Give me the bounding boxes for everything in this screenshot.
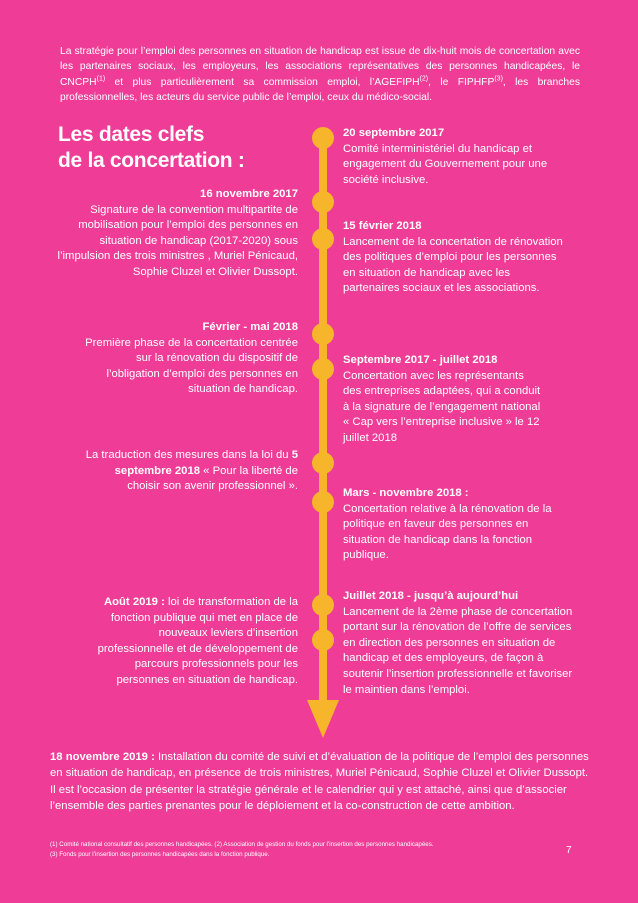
intro-text: La stratégie pour l’emploi des personnes en situation de handicap est issue de dix-huit mois de concertation avec les partenaires sociaux, les employeurs, les associations représentatives des personnes handicapées, le CNCPH xyxy=(60,46,580,88)
heading-line: de la concertation : xyxy=(58,149,245,172)
closing-paragraph xyxy=(50,749,590,815)
timeline-dot xyxy=(312,191,334,213)
intro-text: et plus particulièrement sa commission emploi, l’AGEFIPH xyxy=(105,76,420,88)
event-text: Concertation avec les représentants des entreprises adaptées, qui a conduit à la signature de l’engagement national « Cap vers l’entreprise inclusive » le 12 juillet 2018 xyxy=(343,369,541,444)
intro-text: , les branches professionnelles, les acteurs du service public de l’emploi, ceux du médico-social. xyxy=(60,76,580,104)
timeline-dot xyxy=(312,491,334,513)
footnotes xyxy=(50,840,550,859)
section-heading xyxy=(58,122,298,174)
timeline-dot xyxy=(312,228,334,250)
timeline-event xyxy=(343,219,565,297)
timeline-event xyxy=(52,187,298,281)
event-text: loi de transformation de la fonction publique qui met en place de nouveaux leviers d’insertion professionnelle et de développement de parcours professionnels pour les personnes en situation de handicap. xyxy=(97,596,298,686)
timeline-event xyxy=(86,595,298,689)
timeline-dot xyxy=(312,629,334,651)
event-date: Juillet 2018 - jusqu’à aujourd’hui xyxy=(343,590,519,602)
event-text: Lancement de la concertation de rénovation des politiques d’emploi pour les personnes en situation de handicap avec les partenaires sociaux et les associations. xyxy=(343,235,563,295)
timeline-event xyxy=(343,589,579,698)
event-text: « Pour la liberté de choisir son avenir professionnel ». xyxy=(127,464,298,493)
timeline-line xyxy=(319,130,327,705)
event-date: 5 septembre 2018 xyxy=(114,449,298,477)
footnote-ref: (2) xyxy=(419,75,429,83)
page-number: 7 xyxy=(566,845,572,856)
event-text: Signature de la convention multipartite de mobilisation pour l’emploi des personnes en situation de handicap (2017-2020) sous l’impulsion des trois ministres , Muriel Pénicaud, Sophie Cluzel et Olivier Dussopt. xyxy=(57,203,298,278)
event-date: Septembre 2017 - juillet 2018 xyxy=(343,354,498,366)
timeline-dot xyxy=(312,452,334,474)
timeline-dot xyxy=(312,127,334,149)
event-date: Mars - novembre 2018 : xyxy=(343,487,469,499)
event-date: 20 septembre 2017 xyxy=(343,127,445,139)
intro-paragraph xyxy=(60,44,580,106)
event-date: 16 novembre 2017 xyxy=(200,188,298,200)
timeline-event xyxy=(343,353,543,447)
timeline-dot xyxy=(312,323,334,345)
closing-text: Installation du comité de suivi et d’évaluation de la politique de l’emploi des personnes en situation de handicap, en présence de trois ministres, Muriel Pénicaud, Sophie Cluzel et Olivier Dussopt. Il est l’occasion de présenter la stratégie générale et le calendrier qui y est attaché, ainsi que d’associer l’ensemble des parties prenantes pour le déploiement et la co-construction de cette ambition. xyxy=(50,751,589,813)
event-text: La traduction des mesures dans la loi du xyxy=(85,449,292,461)
timeline-dot xyxy=(312,358,334,380)
timeline-dot xyxy=(312,594,334,616)
timeline-event xyxy=(80,320,298,398)
event-date: Février - mai 2018 xyxy=(202,321,298,333)
event-text: Concertation relative à la rénovation de la politique en faveur des personnes en situation de handicap dans la fonction publique. xyxy=(343,502,552,562)
event-text: Lancement de la 2ème phase de concertation portant sur la rénovation de l’offre de services en direction des personnes en situation de handicap et des employeurs, de façon à soutenir l’insertion professionnelle et favoriser le maintien dans l’emploi. xyxy=(343,605,573,696)
footnote-line: (3) Fonds pour l’insertion des personnes handicapées dans la fonction publique. xyxy=(50,850,270,858)
footnote-ref: (3) xyxy=(494,75,503,83)
footnote-line: (1) Comité national consultatif des personnes handicapées. (2) Association de gestion du fonds pour l’insertion des personnes handicapées. xyxy=(50,841,434,848)
footnote-ref: (1) xyxy=(96,75,106,83)
timeline-event xyxy=(80,448,298,495)
timeline-arrow-icon xyxy=(307,700,339,738)
event-text: Comité interministériel du handicap et engagement du Gouvernement pour une société inclusive. xyxy=(343,142,548,186)
closing-date: 18 novembre 2019 : xyxy=(50,751,155,763)
intro-text: , le FIPHFP xyxy=(428,76,495,88)
event-date: 15 février 2018 xyxy=(343,220,422,232)
event-text: Première phase de la concertation centrée sur la rénovation du dispositif de l’obligation d’emploi des personnes en situation de handicap. xyxy=(85,336,298,396)
timeline-event xyxy=(343,486,561,564)
heading-line: Les dates clefs xyxy=(58,123,205,146)
event-date: Août 2019 : xyxy=(103,596,165,608)
timeline-event xyxy=(343,126,573,188)
